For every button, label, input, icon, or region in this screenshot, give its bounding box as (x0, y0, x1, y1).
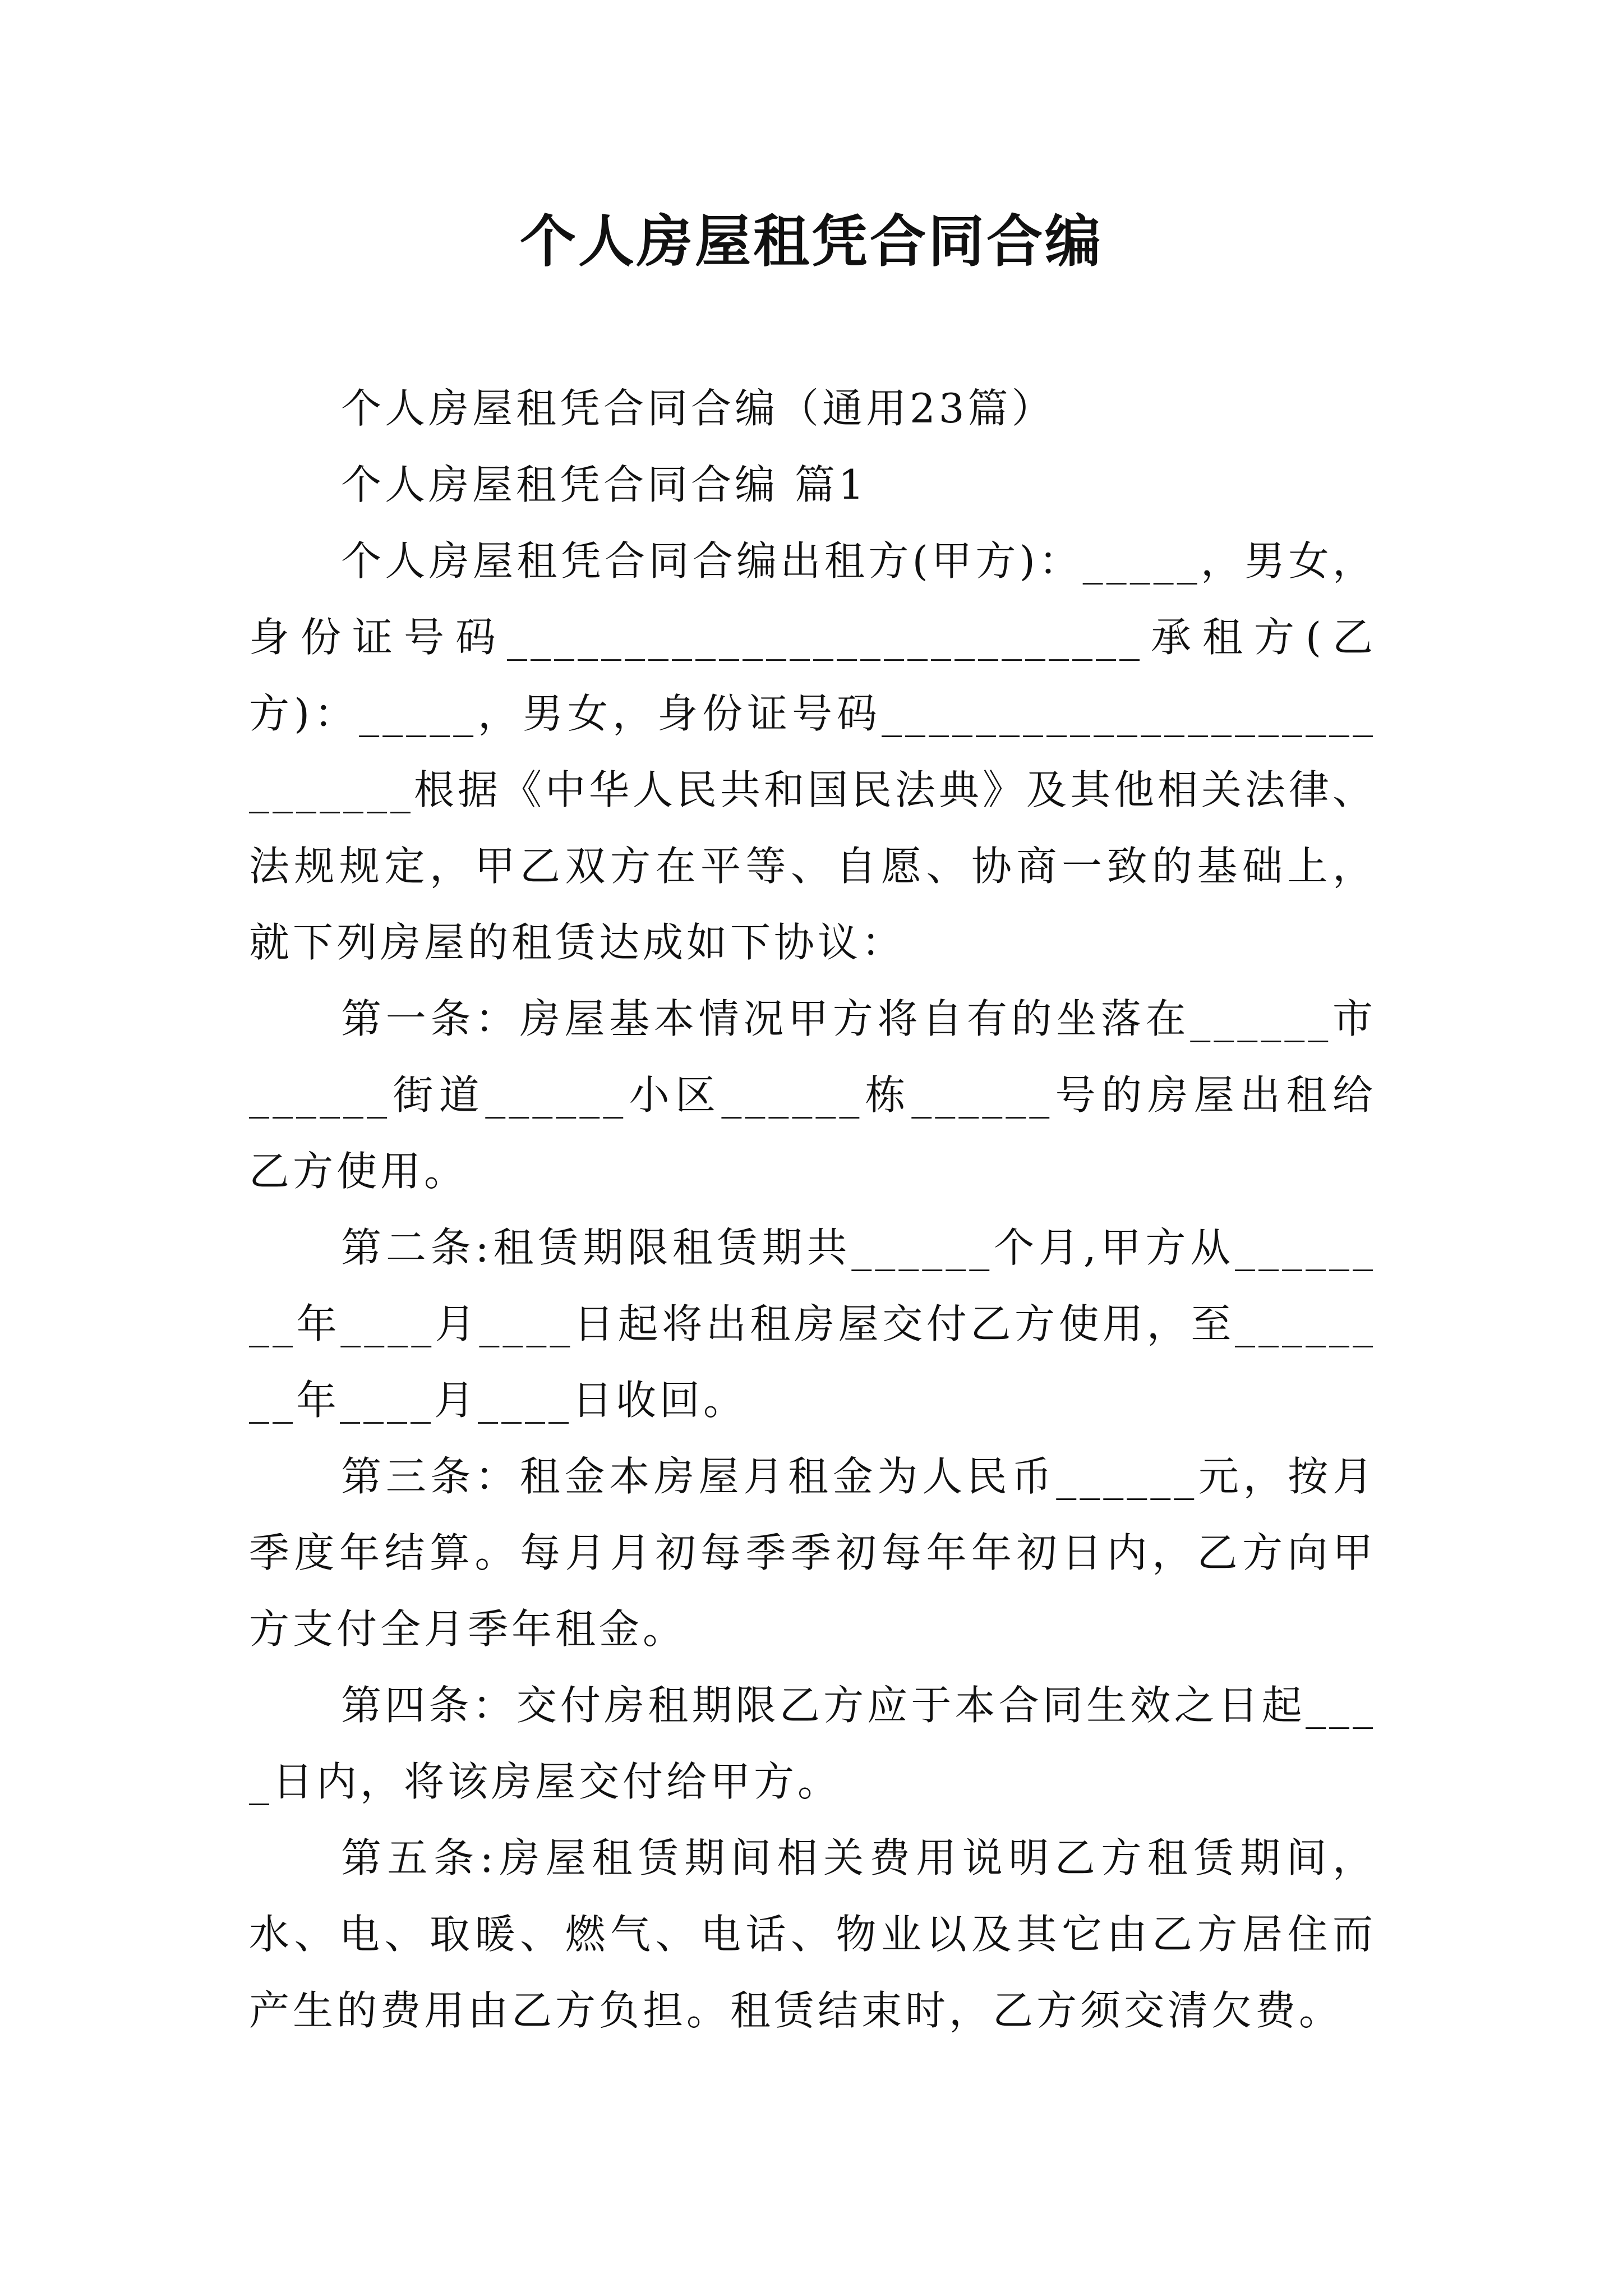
document-title: 个人房屋租凭合同合编 (520, 208, 1103, 274)
paragraph-article-2: 第二条:租赁期限租赁期共______个月,甲方从________年____月____日起将出租房屋交付乙方使用，至________年____月____日收回。 (249, 1224, 1376, 1424)
paragraph-parties: 个人房屋租凭合同合编出租方(甲方)：_____，男女，身份证号码___________________________承租方(乙方)：_____，男女，身份证号码____________________________根据《中华人民共和国民法典》及其他相关法律、法规规定，甲乙双方在平等、自愿、协商一致的基础上，就下列房屋的租赁达成如下协议： (249, 537, 1377, 966)
paragraph-section-heading: 个人房屋租凭合同合编 篇1 (341, 461, 868, 508)
document-body (249, 370, 1376, 2049)
paragraph-subtitle: 个人房屋租凭合同合编（通用23篇） (341, 385, 1055, 432)
paragraph-article-5: 第五条:房屋租赁期间相关费用说明乙方租赁期间，水、电、取暖、燃气、电话、物业以及其它由乙方居住而产生的费用由乙方负担。租赁结束时，乙方须交清欠费。 (249, 1834, 1376, 2034)
paragraph-article-3: 第三条：租金本房屋月租金为人民币______元，按月季度年结算。每月月初每季季初每年年初日内，乙方向甲方支付全月季年租金。 (249, 1453, 1376, 1653)
paragraph-article-1: 第一条：房屋基本情况甲方将自有的坐落在______市______街道______小区______栋______号的房屋出租给乙方使用。 (249, 995, 1376, 1195)
paragraph-article-4: 第四条：交付房租期限乙方应于本合同生效之日起____日内，将该房屋交付给甲方。 (249, 1682, 1376, 1805)
